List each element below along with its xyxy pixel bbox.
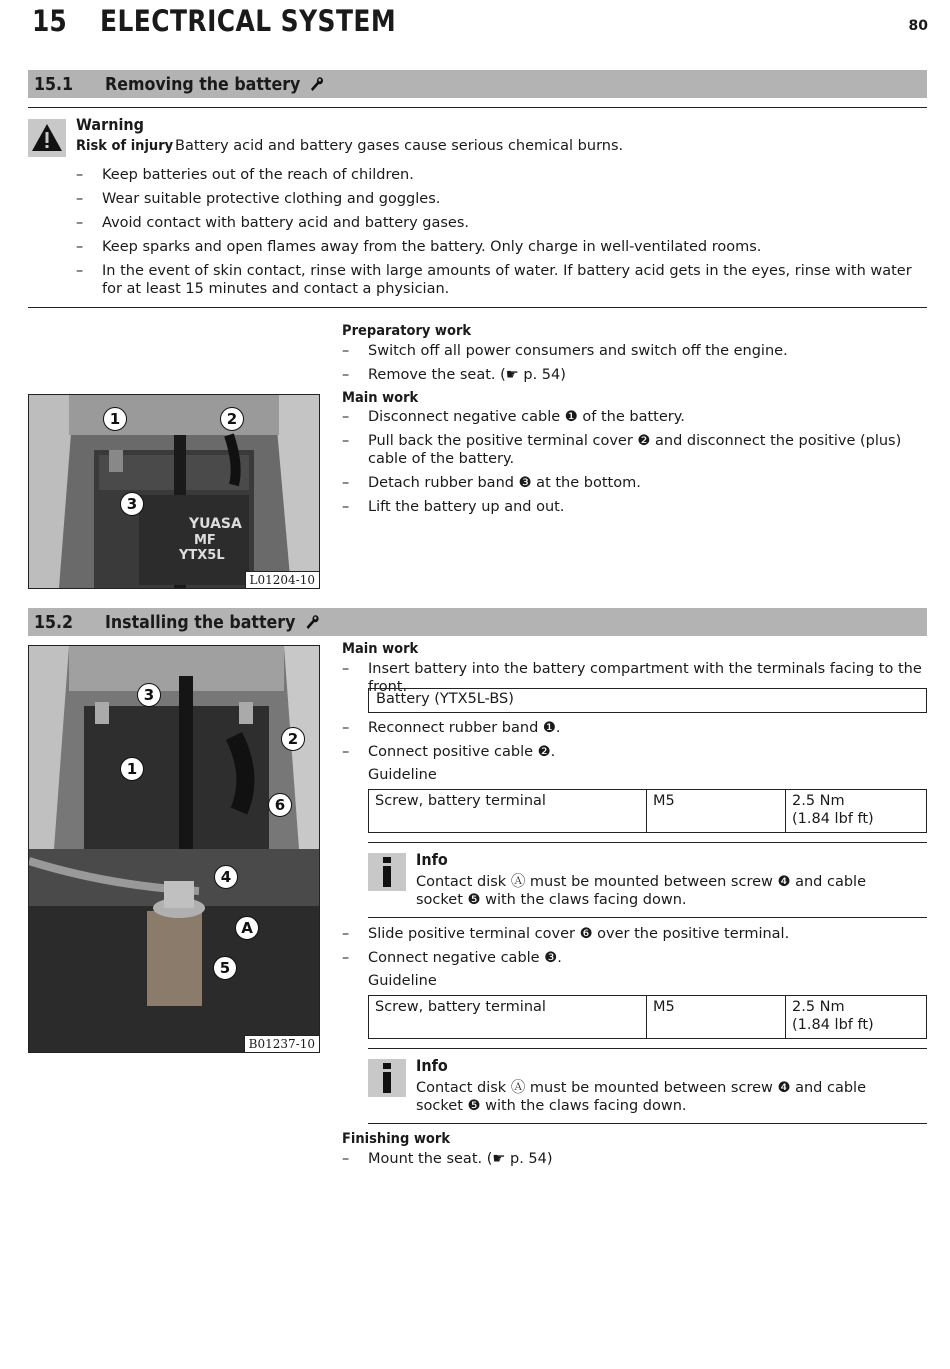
list-item: – Insert battery into the battery compartment with the terminals facing to the front. bbox=[342, 660, 926, 696]
list-item: – Connect positive cable ❷. bbox=[342, 743, 926, 761]
torque-table bbox=[368, 995, 927, 1039]
divider bbox=[368, 1123, 927, 1124]
section-header-15-2 bbox=[28, 608, 927, 636]
callout-1: 1 bbox=[103, 407, 127, 431]
info-title: Info bbox=[416, 1056, 448, 1075]
table-cell: 2.5 Nm (1.84 lbf ft) bbox=[786, 790, 927, 833]
warning-bullets bbox=[76, 166, 926, 304]
table-cell: Screw, battery terminal bbox=[369, 996, 647, 1039]
warning-icon bbox=[28, 119, 66, 157]
section-number: 15.1 bbox=[34, 74, 74, 95]
wrench-icon bbox=[304, 614, 318, 630]
list-item: – Remove the seat. (☛ p. 54) bbox=[342, 366, 926, 384]
divider bbox=[368, 842, 927, 843]
section-title: Installing the battery bbox=[105, 612, 319, 633]
list-item: – Wear suitable protective clothing and goggles. bbox=[76, 190, 926, 208]
main-work-heading: Main work bbox=[342, 641, 419, 657]
chapter-title: ELECTRICAL SYSTEM bbox=[100, 4, 397, 38]
photo-reference-label: L01204-10 bbox=[245, 571, 319, 588]
list-item: – Detach rubber band ❸ at the bottom. bbox=[342, 474, 926, 492]
callout-2: 2 bbox=[281, 727, 305, 751]
torque-table bbox=[368, 789, 927, 833]
photo-reference-label: B01237-10 bbox=[244, 1035, 319, 1052]
chapter-number: 15 bbox=[32, 4, 67, 38]
callout-4: 4 bbox=[214, 865, 238, 889]
callout-1: 1 bbox=[120, 757, 144, 781]
battery-spec: Battery (YTX5L-BS) bbox=[376, 691, 514, 707]
main-work-steps bbox=[342, 719, 926, 767]
main-work-heading: Main work bbox=[342, 390, 419, 406]
finishing-work-heading: Finishing work bbox=[342, 1131, 450, 1147]
section-title: Removing the battery bbox=[105, 74, 324, 95]
callout-5: 5 bbox=[213, 956, 237, 980]
list-item: – Connect negative cable ❸. bbox=[342, 949, 926, 967]
battery-model-print: YTX5L bbox=[179, 548, 225, 563]
info-icon bbox=[368, 853, 406, 891]
table-cell: Screw, battery terminal bbox=[369, 790, 647, 833]
main-work-steps bbox=[342, 925, 926, 973]
list-item: – Keep batteries out of the reach of children. bbox=[76, 166, 926, 184]
info-title: Info bbox=[416, 850, 448, 869]
divider bbox=[28, 307, 927, 308]
table-row bbox=[369, 996, 927, 1039]
battery-removal-photo bbox=[28, 394, 320, 589]
list-item: – In the event of skin contact, rinse with large amounts of water. If battery acid gets in the eyes, rinse with water for at least 15 minutes and contact a physician. bbox=[76, 262, 926, 298]
list-item: – Mount the seat. (☛ p. 54) bbox=[342, 1150, 926, 1168]
guideline-label: Guideline bbox=[368, 767, 437, 783]
main-work-steps bbox=[342, 408, 926, 522]
table-row bbox=[369, 790, 927, 833]
battery-spec-box bbox=[368, 688, 927, 713]
divider bbox=[28, 107, 927, 108]
callout-6: 6 bbox=[268, 793, 292, 817]
list-item: – Keep sparks and open flames away from the battery. Only charge in well-ventilated rooms. bbox=[76, 238, 926, 256]
info-text: Contact disk Ⓐ must be mounted between screw ❹ and cable socket ❺ with the claws facing down. bbox=[416, 1080, 866, 1114]
callout-2: 2 bbox=[220, 407, 244, 431]
page-number: 80 bbox=[908, 18, 928, 34]
finishing-steps bbox=[342, 1150, 926, 1174]
wrench-icon bbox=[309, 76, 323, 92]
section-header-15-1 bbox=[28, 70, 927, 98]
guideline-label: Guideline bbox=[368, 973, 437, 989]
preparatory-work-heading: Preparatory work bbox=[342, 323, 472, 339]
info-icon bbox=[368, 1059, 406, 1097]
preparatory-steps bbox=[342, 342, 926, 390]
battery-type-print: MF bbox=[194, 533, 216, 548]
battery-brand-print: YUASA bbox=[189, 516, 242, 532]
divider bbox=[368, 1048, 927, 1049]
list-item: – Reconnect rubber band ❶. bbox=[342, 719, 926, 737]
list-item: – Avoid contact with battery acid and battery gases. bbox=[76, 214, 926, 232]
table-cell: M5 bbox=[647, 790, 786, 833]
callout-a: A bbox=[235, 916, 259, 940]
info-text: Contact disk Ⓐ must be mounted between screw ❹ and cable socket ❺ with the claws facing down. bbox=[416, 874, 866, 908]
list-item: – Lift the battery up and out. bbox=[342, 498, 926, 516]
list-item: – Slide positive terminal cover ❻ over the positive terminal. bbox=[342, 925, 926, 943]
section-number: 15.2 bbox=[34, 612, 74, 633]
callout-3: 3 bbox=[120, 492, 144, 516]
warning-title: Warning bbox=[76, 115, 144, 134]
table-cell: 2.5 Nm (1.84 lbf ft) bbox=[786, 996, 927, 1039]
battery-installation-photo bbox=[28, 645, 320, 1053]
list-item: – Pull back the positive terminal cover ❷ and disconnect the positive (plus) cable of the battery. bbox=[342, 432, 926, 468]
divider bbox=[368, 917, 927, 918]
list-item: – Switch off all power consumers and switch off the engine. bbox=[342, 342, 926, 360]
callout-3: 3 bbox=[137, 683, 161, 707]
table-cell: M5 bbox=[647, 996, 786, 1039]
warning-text: Battery acid and battery gases cause serious chemical burns. bbox=[175, 138, 624, 154]
list-item: – Disconnect negative cable ❶ of the battery. bbox=[342, 408, 926, 426]
warning-subtitle: Risk of injury bbox=[76, 138, 174, 154]
